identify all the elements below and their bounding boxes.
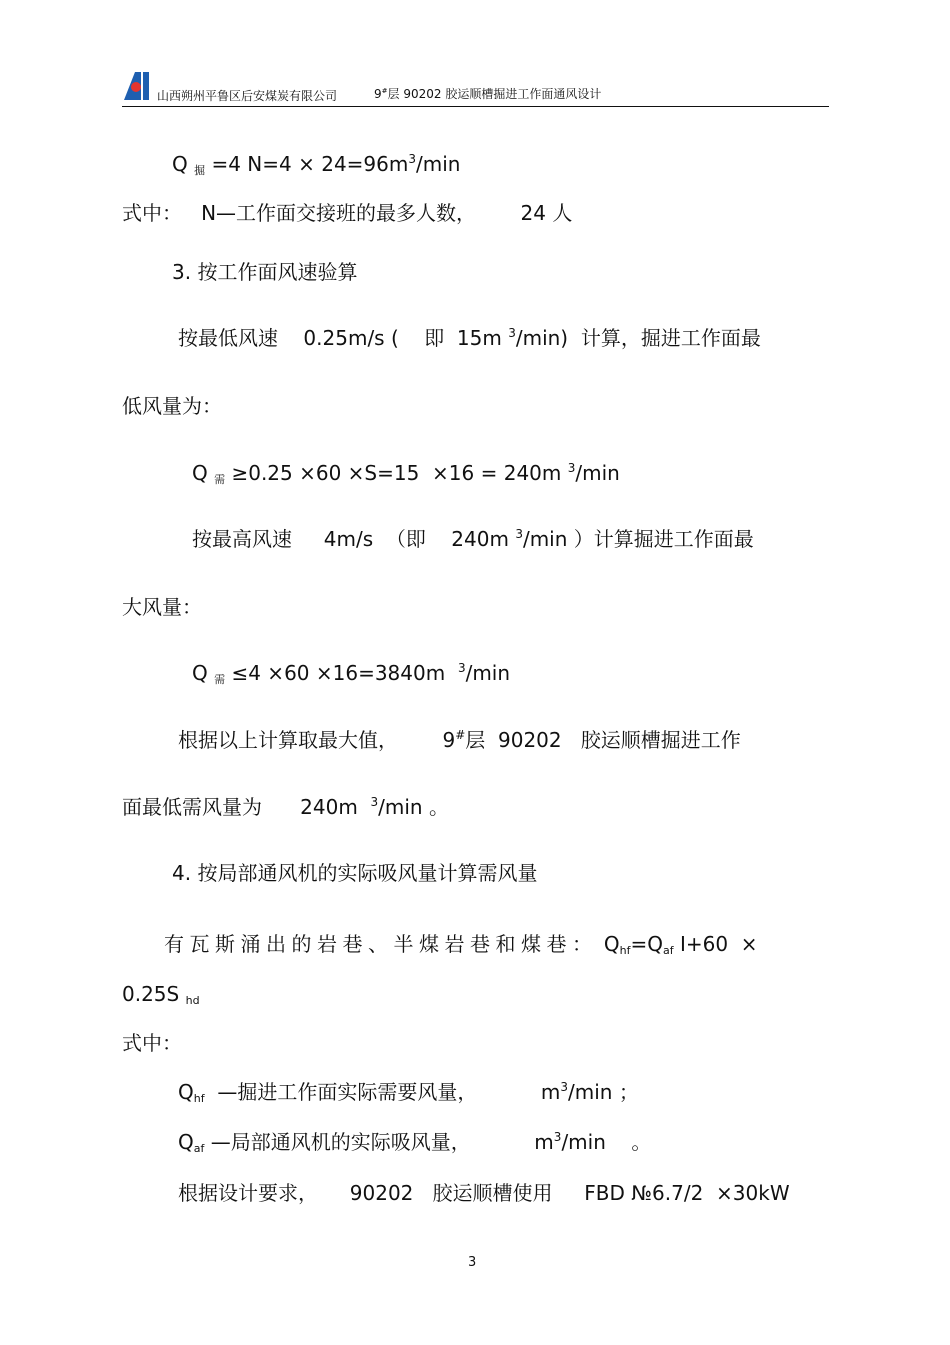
definition-qaf: Qaf —局部通风机的实际吸风量， $m^3/\min$ 。 <box>178 1130 652 1155</box>
document-title: 9#层 90202 胶运顺槽掘进工作面通风设计 <box>374 87 602 101</box>
header-divider <box>122 106 829 107</box>
paragraph-conclusion-cont: 面最低需风量为 240m $^3$/min 。 <box>122 795 449 819</box>
formula-where-label: 式中： <box>122 1031 182 1055</box>
definition-qhf: Qhf —掘进工作面实际需要风量， $m^3/\min$ ； <box>178 1080 639 1105</box>
section-heading-4: 4. 按局部通风机的实际吸风量计算需风量 <box>172 861 538 885</box>
page-header <box>122 70 829 108</box>
paragraph-max-speed-cont: 大风量： <box>122 595 202 619</box>
section-heading-3: 3. 按工作面风速验算 <box>172 260 358 284</box>
formula-q-xu-max: Q 需 ≤4 ×60 ×16=3840m $^3$/min <box>192 661 511 686</box>
paragraph-conclusion: 根据以上计算取最大值， 9#层 90202 胶运顺槽掘进工作 <box>178 728 741 752</box>
paragraph-gas-formula-cont: 0.25S hd <box>122 982 200 1007</box>
paragraph-fan-selection: 根据设计要求， 90202 胶运顺槽使用 FBD №6.7/2 ×30kW <box>178 1181 790 1205</box>
formula-note-n: 式中： N—工作面交接班的最多人数， 24 人 <box>122 201 573 225</box>
paragraph-min-speed: 按最低风速 0.25m/s ( 即 15m $^3$/min) 计算，掘进工作面最 <box>178 326 761 350</box>
page-number: 3 <box>468 1255 477 1270</box>
company-logo-icon <box>122 70 152 102</box>
company-name: 山西朔州平鲁区后安煤炭有限公司 <box>157 89 338 103</box>
paragraph-max-speed: 按最高风速 4m/s （即 240m $^3$/min ）计算掘进工作面最 <box>192 527 754 551</box>
formula-q-jue: Q 掘 =4 $N=4 \times 24=96m^3/\min$ <box>172 152 461 177</box>
paragraph-min-speed-cont: 低风量为： <box>122 394 222 418</box>
formula-q-xu-min: Q 需 ≥0.25 ×60 ×S=15 ×16 = 240m $^3$/min <box>192 461 620 486</box>
paragraph-gas-formula: 有瓦斯涌出的岩巷、半煤岩巷和煤巷： Qhf=Qaf I+60 × <box>164 932 758 957</box>
